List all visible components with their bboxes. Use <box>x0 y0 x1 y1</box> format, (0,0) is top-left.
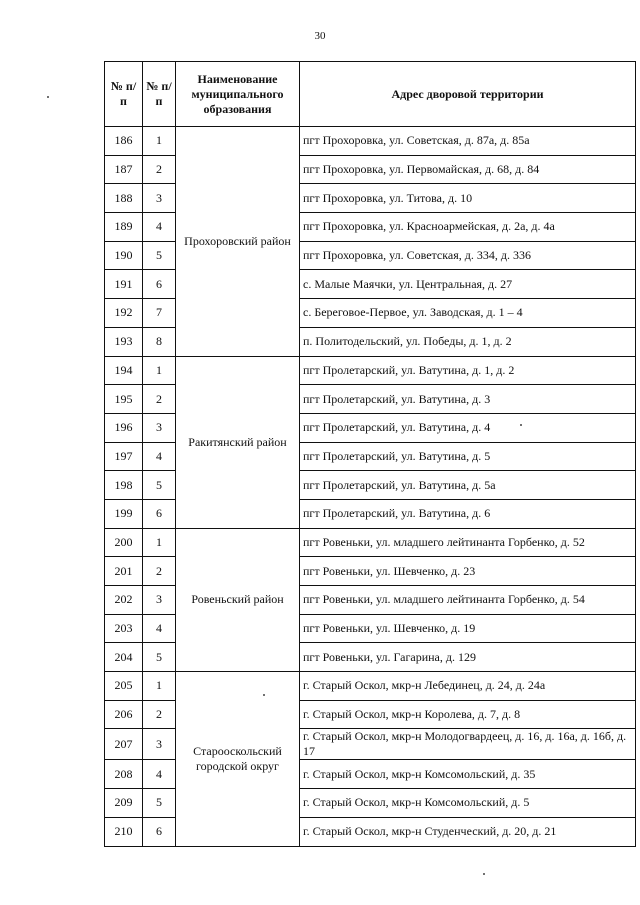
page-number: 30 <box>314 30 326 42</box>
table-row <box>105 528 636 557</box>
sub-number: 4 <box>143 442 176 471</box>
row-number: 192 <box>105 299 143 328</box>
address-cell: г. Старый Оскол, мкр-н Лебединец, д. 24, д. 24а <box>300 672 636 701</box>
sub-number: 4 <box>143 614 176 643</box>
address-cell: пгт Пролетарский, ул. Ватутина, д. 6 <box>300 499 636 528</box>
municipality-name: Ровеньский район <box>176 528 300 671</box>
scan-speck <box>520 424 522 426</box>
address-cell: пгт Прохоровка, ул. Советская, д. 87а, д. 85а <box>300 127 636 156</box>
sub-number: 1 <box>143 528 176 557</box>
header-municipality: Наименование муниципального образования <box>176 62 300 127</box>
sub-number: 3 <box>143 729 176 760</box>
row-number: 210 <box>105 817 143 846</box>
address-cell: пгт Ровеньки, ул. Гагарина, д. 129 <box>300 643 636 672</box>
address-cell: п. Политодельский, ул. Победы, д. 1, д. 2 <box>300 327 636 356</box>
row-number: 200 <box>105 528 143 557</box>
address-cell: пгт Ровеньки, ул. младшего лейтинанта Горбенко, д. 54 <box>300 586 636 615</box>
address-cell: г. Старый Оскол, мкр-н Молодогвардеец, д. 16, д. 16а, д. 16б, д. 17 <box>300 729 636 760</box>
row-number: 186 <box>105 127 143 156</box>
address-cell: пгт Ровеньки, ул. Шевченко, д. 19 <box>300 614 636 643</box>
table-row <box>105 356 636 385</box>
sub-number: 2 <box>143 155 176 184</box>
sub-number: 2 <box>143 385 176 414</box>
address-cell: пгт Пролетарский, ул. Ватутина, д. 1, д. 2 <box>300 356 636 385</box>
address-cell: пгт Прохоровка, ул. Советская, д. 334, д. 336 <box>300 241 636 270</box>
address-table <box>104 61 636 847</box>
row-number: 188 <box>105 184 143 213</box>
municipality-name: Старооскольский городской округ <box>176 672 300 846</box>
scan-speck <box>483 873 485 875</box>
address-cell: с. Малые Маячки, ул. Центральная, д. 27 <box>300 270 636 299</box>
row-number: 190 <box>105 241 143 270</box>
row-number: 199 <box>105 499 143 528</box>
sub-number: 6 <box>143 817 176 846</box>
address-cell: пгт Ровеньки, ул. младшего лейтинанта Горбенко, д. 52 <box>300 528 636 557</box>
header-row-number: № п/п <box>105 62 143 127</box>
row-number: 191 <box>105 270 143 299</box>
sub-number: 3 <box>143 586 176 615</box>
sub-number: 3 <box>143 413 176 442</box>
row-number: 197 <box>105 442 143 471</box>
sub-number: 1 <box>143 127 176 156</box>
address-cell: г. Старый Оскол, мкр-н Студенческий, д. 20, д. 21 <box>300 817 636 846</box>
row-number: 202 <box>105 586 143 615</box>
sub-number: 1 <box>143 356 176 385</box>
address-cell: пгт Пролетарский, ул. Ватутина, д. 4 <box>300 413 636 442</box>
sub-number: 2 <box>143 557 176 586</box>
row-number: 201 <box>105 557 143 586</box>
table-header <box>105 62 636 127</box>
header-sub-number: № п/п <box>143 62 176 127</box>
address-cell: пгт Прохоровка, ул. Красноармейская, д. 2а, д. 4а <box>300 213 636 242</box>
sub-number: 5 <box>143 241 176 270</box>
row-number: 193 <box>105 327 143 356</box>
row-number: 203 <box>105 614 143 643</box>
row-number: 187 <box>105 155 143 184</box>
sub-number: 5 <box>143 789 176 818</box>
sub-number: 5 <box>143 643 176 672</box>
sub-number: 6 <box>143 270 176 299</box>
row-number: 189 <box>105 213 143 242</box>
address-cell: г. Старый Оскол, мкр-н Комсомольский, д. 35 <box>300 760 636 789</box>
row-number: 195 <box>105 385 143 414</box>
header-address: Адрес дворовой территории <box>300 62 636 127</box>
sub-number: 7 <box>143 299 176 328</box>
row-number: 209 <box>105 789 143 818</box>
address-cell: пгт Ровеньки, ул. Шевченко, д. 23 <box>300 557 636 586</box>
address-cell: г. Старый Оскол, мкр-н Комсомольский, д. 5 <box>300 789 636 818</box>
table-body <box>105 127 636 847</box>
row-number: 198 <box>105 471 143 500</box>
sub-number: 4 <box>143 213 176 242</box>
row-number: 204 <box>105 643 143 672</box>
scan-speck <box>263 694 265 696</box>
row-number: 207 <box>105 729 143 760</box>
municipality-name: Ракитянский район <box>176 356 300 528</box>
sub-number: 3 <box>143 184 176 213</box>
sub-number: 5 <box>143 471 176 500</box>
municipality-name: Прохоровский район <box>176 127 300 357</box>
sub-number: 8 <box>143 327 176 356</box>
address-cell: пгт Пролетарский, ул. Ватутина, д. 5а <box>300 471 636 500</box>
row-number: 194 <box>105 356 143 385</box>
address-cell: с. Береговое-Первое, ул. Заводская, д. 1 – 4 <box>300 299 636 328</box>
scan-speck <box>47 96 49 98</box>
address-cell: пгт Прохоровка, ул. Титова, д. 10 <box>300 184 636 213</box>
sub-number: 2 <box>143 700 176 729</box>
sub-number: 6 <box>143 499 176 528</box>
table-row <box>105 127 636 156</box>
sub-number: 1 <box>143 672 176 701</box>
row-number: 208 <box>105 760 143 789</box>
sub-number: 4 <box>143 760 176 789</box>
address-cell: пгт Прохоровка, ул. Первомайская, д. 68, д. 84 <box>300 155 636 184</box>
row-number: 205 <box>105 672 143 701</box>
address-cell: пгт Пролетарский, ул. Ватутина, д. 5 <box>300 442 636 471</box>
table-row <box>105 672 636 701</box>
address-cell: г. Старый Оскол, мкр-н Королева, д. 7, д. 8 <box>300 700 636 729</box>
row-number: 206 <box>105 700 143 729</box>
row-number: 196 <box>105 413 143 442</box>
address-cell: пгт Пролетарский, ул. Ватутина, д. 3 <box>300 385 636 414</box>
